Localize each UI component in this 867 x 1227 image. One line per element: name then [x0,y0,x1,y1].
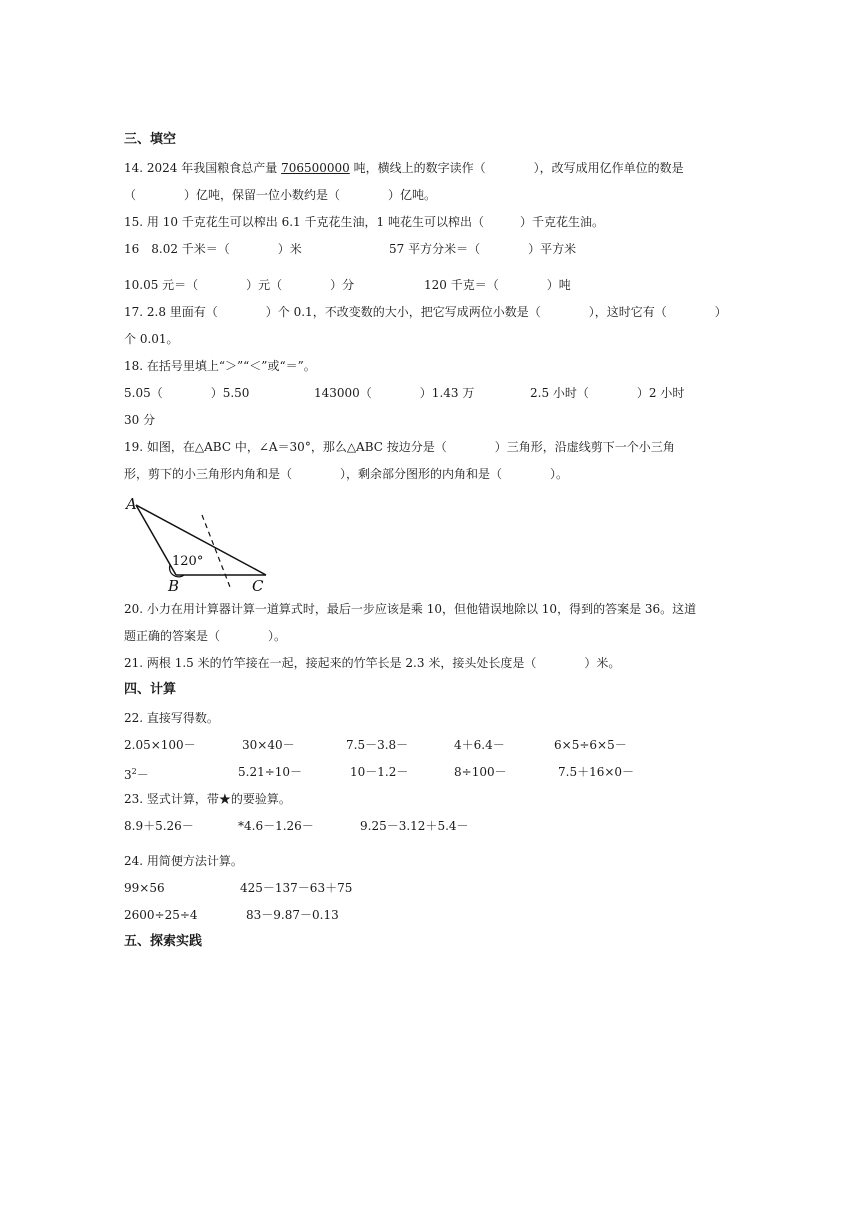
power-tail: － [136,768,149,782]
q22-r2-item: 5.21÷10－ [238,765,303,779]
q14-text-a: 14. 2024 年我国粮食总产量 [124,161,282,175]
question-14-line-2: （ ）亿吨，保留一位小数约是（ ）亿吨。 [124,188,437,202]
vertex-a-label: A [126,495,137,513]
question-18-title: 18. 在括号里填上“＞”“＜”或“＝”。 [124,359,316,373]
question-18-a: 5.05（ ）5.50 [124,386,250,400]
question-17-line-2: 个 0.01。 [124,332,179,346]
q22-r1-item: 30×40－ [242,738,295,752]
q14-text-b: 吨，横线上的数字读作（ ），改写成用亿作单位的数是 [349,161,684,175]
question-20-line-2: 题正确的答案是（ ）。 [124,629,287,643]
power-exponent: 2 [131,767,137,776]
vertex-b-label: B [168,577,180,595]
vertex-c-label: C [252,577,264,595]
q22-r1-item: 7.5－3.8－ [346,738,409,752]
question-17-line-1: 17. 2.8 里面有（ ）个 0.1，不改变数的大小，把它写成两位小数是（ ），这时它有（ ） [124,305,727,319]
question-19-line-2: 形，剪下的小三角形内角和是（ ），剩余部分图形的内角和是（ ）。 [124,467,569,481]
question-24-title: 24. 用简便方法计算。 [124,854,243,868]
q22-r2-item: 10－1.2－ [350,765,409,779]
q22-r1-item: 4＋6.4－ [454,738,505,752]
q22-r1-item: 6×5÷6×5－ [554,738,627,752]
q22-r1-item: 2.05×100－ [124,738,196,752]
question-22-title: 22. 直接写得数。 [124,711,219,725]
section-heading-calculation: 四、计算 [124,682,177,697]
question-18-b: 143000（ ）1.43 万 [314,386,475,400]
q24-item: 99×56 [124,881,165,895]
question-16-c: 10.05 元＝（ ）元（ ）分 [124,278,355,292]
q14-underlined-number: 706500000 [281,161,350,175]
q23-item: 8.9＋5.26－ [124,819,194,833]
question-19-line-1: 19. 如图，在△ABC 中，∠A＝30°，那么△ABC 按边分是（ ）三角形，沿虚线剪下一个小三角 [124,440,675,454]
q22-r2-item: 8÷100－ [454,765,507,779]
question-18-c: 2.5 小时（ ）2 小时 [530,386,685,400]
q23-item: *4.6－1.26－ [238,819,314,833]
triangle-abc-figure [118,495,278,595]
question-21: 21. 两根 1.5 米的竹竿接在一起，接起来的竹竿长是 2.3 米，接头处长度是（ ）米。 [124,656,621,670]
q24-item: 2600÷25÷4 [124,908,198,922]
power-base: 3 [124,768,132,782]
q24-item: 425－137－63＋75 [240,881,353,895]
question-14-line-1 [124,160,684,176]
q22-r2-item: 7.5＋16×0－ [558,765,635,779]
question-23-title: 23. 竖式计算，带★的要验算。 [124,792,291,806]
question-16-b: 57 平方分米＝（ ）平方米 [389,242,577,256]
question-16-d: 120 千克＝（ ）吨 [424,278,571,292]
question-15: 15. 用 10 千克花生可以榨出 6.1 千克花生油，1 吨花生可以榨出（ ）千克花生油。 [124,215,604,229]
q24-item: 83－9.87－0.13 [246,908,339,922]
q22-r2-item-power [124,764,149,783]
question-16-a: 16 8.02 千米＝（ ）米 [124,242,302,256]
section-heading-exploration: 五、探索实践 [124,934,203,949]
angle-b-label: 120° [172,554,204,569]
question-18-c-cont: 30 分 [124,413,156,427]
question-20-line-1: 20. 小力在用计算器计算一道算式时，最后一步应该是乘 10，但他错误地除以 10，得到的答案是 36。这道 [124,602,697,616]
q23-item: 9.25－3.12＋5.4－ [360,819,469,833]
section-heading-fill-blank: 三、填空 [124,132,177,147]
